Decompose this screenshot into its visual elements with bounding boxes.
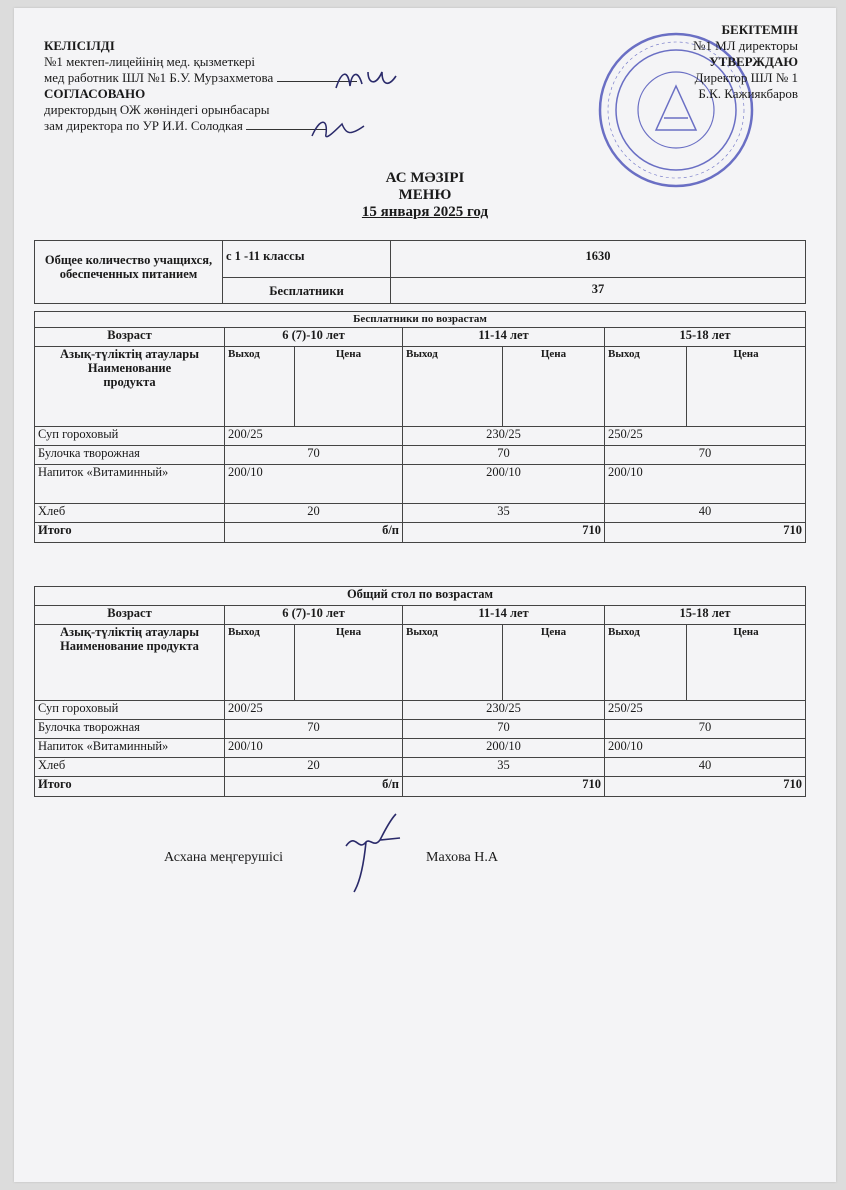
product-column-header: Азық-түліктің атаулары Наименование продукта: [35, 347, 225, 427]
price-header: Цена: [503, 625, 605, 701]
yield-value: 35: [403, 758, 605, 777]
total-value: б/п: [225, 523, 403, 543]
table-row: [35, 720, 806, 739]
yield-header: Выход: [605, 625, 687, 701]
director-ru: Директор ШЛ № 1: [694, 70, 798, 85]
product-name: Хлеб: [35, 504, 225, 523]
total-row: [35, 777, 806, 797]
age-group: 6 (7)-10 лет: [225, 606, 403, 625]
table-row: [35, 739, 806, 758]
total-label: Итого: [35, 523, 225, 543]
yield-header: Выход: [225, 347, 295, 427]
age-header: Возраст: [35, 606, 225, 625]
price-header: Цена: [295, 347, 403, 427]
summary-free-label: Бесплатники: [223, 278, 391, 304]
summary-classes-value: 1630: [391, 241, 806, 278]
age-group: 15-18 лет: [605, 606, 806, 625]
yield-value: 200/10: [403, 739, 605, 758]
summary-label: Общее количество учащихся, обеспеченных питанием: [35, 241, 223, 304]
yield-value: 250/25: [605, 427, 806, 446]
yield-value: 200/10: [225, 465, 403, 504]
table-row: [35, 427, 806, 446]
deputy-ru: зам директора по УР И.И. Солодкая: [44, 118, 357, 134]
yield-value: 35: [403, 504, 605, 523]
price-header: Цена: [687, 347, 806, 427]
yield-value: 70: [605, 446, 806, 465]
menu-table-free: [34, 311, 806, 543]
yield-value: 70: [225, 720, 403, 739]
product-column-header: Азық-түліктің атаулары Наименование продукта: [35, 625, 225, 701]
product-name: Напиток «Витаминный»: [35, 465, 225, 504]
yield-value: 200/25: [225, 427, 403, 446]
table-row: [35, 701, 806, 720]
approval-block-right: [693, 22, 798, 102]
approve-ru: УТВЕРЖДАЮ: [709, 54, 798, 69]
yield-header: Выход: [403, 625, 503, 701]
yield-value: 230/25: [403, 427, 605, 446]
yield-value: 200/10: [403, 465, 605, 504]
approve-kz: БЕКІТЕМІН: [721, 22, 798, 37]
age-group: 11-14 лет: [403, 606, 605, 625]
title-ru: МЕНЮ: [398, 187, 452, 203]
yield-header: Выход: [605, 347, 687, 427]
age-group: 6 (7)-10 лет: [225, 328, 403, 347]
position-label: Асхана меңгерушісі: [164, 850, 283, 865]
product-name: Суп гороховый: [35, 427, 225, 446]
agreed-kz: КЕЛІСІЛДІ: [44, 38, 115, 53]
document-sheet: [14, 8, 836, 1182]
yield-value: 40: [605, 504, 806, 523]
deputy-kz: директордың ОЖ жөніндегі орынбасары: [44, 102, 270, 117]
manager-name: Махова Н.А: [426, 850, 498, 865]
product-name: Хлеб: [35, 758, 225, 777]
school-medic-kz: №1 мектеп-лицейінің мед. қызметкері: [44, 54, 256, 69]
signature-icon: [336, 812, 410, 896]
school-medic-ru: мед работник ШЛ №1 Б.У. Мурзахметова: [44, 70, 357, 86]
summary-table: [34, 240, 806, 304]
yield-value: 20: [225, 504, 403, 523]
signature-icon: [332, 62, 402, 98]
total-value: 710: [403, 777, 605, 797]
director-kz: №1 МЛ директоры: [692, 38, 798, 53]
yield-value: 70: [403, 720, 605, 739]
yield-header: Выход: [225, 625, 295, 701]
yield-value: 200/10: [225, 739, 403, 758]
yield-value: 70: [225, 446, 403, 465]
yield-value: 230/25: [403, 701, 605, 720]
yield-value: 70: [403, 446, 605, 465]
table-caption: Бесплатники по возрастам: [35, 312, 806, 328]
price-header: Цена: [503, 347, 605, 427]
yield-value: 250/25: [605, 701, 806, 720]
summary-free-value: 37: [391, 278, 806, 304]
product-name: Напиток «Витаминный»: [35, 739, 225, 758]
total-value: 710: [605, 777, 806, 797]
age-group: 15-18 лет: [605, 328, 806, 347]
yield-value: 20: [225, 758, 403, 777]
price-header: Цена: [295, 625, 403, 701]
product-name: Булочка творожная: [35, 720, 225, 739]
table-row: [35, 504, 806, 523]
age-header: Возраст: [35, 328, 225, 347]
title-kz: АС МӘЗІРІ: [385, 170, 465, 186]
summary-classes-label: с 1 -11 классы: [223, 241, 391, 278]
yield-value: 200/10: [605, 739, 806, 758]
yield-value: 200/10: [605, 465, 806, 504]
director-name: Б.К. Кажиякбаров: [698, 86, 798, 101]
yield-value: 40: [605, 758, 806, 777]
price-header: Цена: [687, 625, 806, 701]
product-name: Суп гороховый: [35, 701, 225, 720]
yield-value: 70: [605, 720, 806, 739]
total-value: б/п: [225, 777, 403, 797]
yield-value: 200/25: [225, 701, 403, 720]
total-value: 710: [403, 523, 605, 543]
page-title: [14, 170, 836, 221]
product-name: Булочка творожная: [35, 446, 225, 465]
table-row: [35, 465, 806, 504]
total-value: 710: [605, 523, 806, 543]
total-row: [35, 523, 806, 543]
yield-header: Выход: [403, 347, 503, 427]
table-row: [35, 758, 806, 777]
signature-icon: [306, 112, 370, 146]
menu-date: 15 января 2025 год: [361, 204, 489, 220]
agreed-ru: СОГЛАСОВАНО: [44, 86, 146, 101]
table-row: [35, 446, 806, 465]
menu-table-general: [34, 586, 806, 797]
table-caption: Общий стол по возрастам: [35, 587, 806, 606]
total-label: Итого: [35, 777, 225, 797]
age-group: 11-14 лет: [403, 328, 605, 347]
